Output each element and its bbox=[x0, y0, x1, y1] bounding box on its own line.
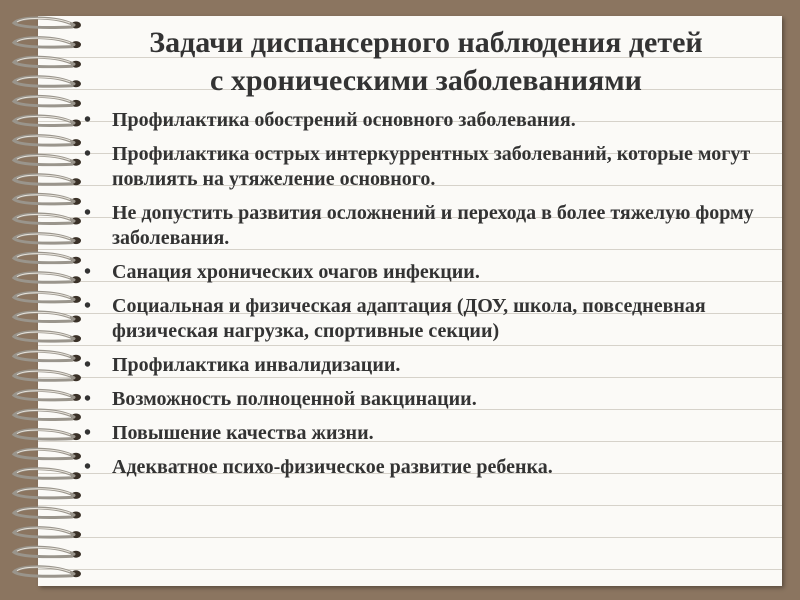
bullet-icon: • bbox=[84, 202, 92, 224]
list-item bbox=[76, 260, 776, 285]
spiral-ring bbox=[14, 390, 81, 401]
bullet-icon: • bbox=[84, 388, 92, 410]
bullet-icon: • bbox=[84, 295, 92, 317]
spiral-ring bbox=[14, 234, 81, 245]
spiral-ring bbox=[14, 155, 81, 166]
slide-content bbox=[76, 24, 776, 489]
spiral-ring bbox=[14, 194, 81, 205]
spiral-ring bbox=[14, 547, 81, 558]
spiral-ring bbox=[14, 175, 81, 186]
spiral-ring bbox=[14, 96, 81, 107]
list-item-text: Социальная и физическая адаптация (ДОУ, школа, повседневная физическая нагрузка, спортивные секции) bbox=[112, 295, 706, 342]
spiral-ring bbox=[14, 18, 81, 29]
list-item-text: Не допустить развития осложнений и перехода в более тяжелую форму заболевания. bbox=[112, 202, 754, 249]
list-item-text: Профилактика инвалидизации. bbox=[112, 354, 401, 376]
bullet-icon: • bbox=[84, 422, 92, 444]
spiral-ring bbox=[14, 332, 81, 343]
spiral-ring bbox=[14, 273, 81, 284]
spiral-ring bbox=[14, 57, 81, 68]
title-line-2: с хроническими заболеваниями bbox=[210, 64, 642, 97]
list-item-text: Профилактика обострений основного заболевания. bbox=[112, 109, 576, 131]
spiral-ring bbox=[14, 371, 81, 382]
bullet-icon: • bbox=[84, 354, 92, 376]
spiral-ring bbox=[14, 38, 81, 49]
spiral-ring bbox=[14, 528, 81, 539]
spiral-ring bbox=[14, 449, 81, 460]
spiral-ring bbox=[14, 116, 81, 127]
list-item bbox=[76, 387, 776, 412]
bullet-icon: • bbox=[84, 143, 92, 165]
list-item-text: Возможность полноценной вакцинации. bbox=[112, 388, 477, 410]
list-item bbox=[76, 294, 776, 344]
spiral-ring bbox=[14, 508, 81, 519]
spiral-ring bbox=[14, 469, 81, 480]
list-item bbox=[76, 142, 776, 192]
spiral-ring bbox=[14, 136, 81, 147]
bullet-icon: • bbox=[84, 261, 92, 283]
title-line-1: Задачи диспансерного наблюдения детей bbox=[149, 26, 703, 59]
spiral-ring bbox=[14, 253, 81, 264]
spiral-ring bbox=[14, 351, 81, 362]
list-item-text: Санация хронических очагов инфекции. bbox=[112, 261, 480, 283]
bullet-icon: • bbox=[84, 109, 92, 131]
list-item bbox=[76, 353, 776, 378]
spiral-ring bbox=[14, 488, 81, 499]
spiral-ring bbox=[14, 410, 81, 421]
list-item-text: Повышение качества жизни. bbox=[112, 422, 374, 444]
list-item bbox=[76, 455, 776, 480]
spiral-ring bbox=[14, 77, 81, 88]
task-list bbox=[76, 108, 776, 480]
list-item-text: Адекватное психо-физическое развитие ребенка. bbox=[112, 456, 553, 478]
slide-title bbox=[76, 24, 776, 100]
spiral-ring bbox=[14, 214, 81, 225]
spiral-ring bbox=[14, 430, 81, 441]
spiral-ring bbox=[14, 292, 81, 303]
list-item-text: Профилактика острых интеркуррентных заболеваний, которые могут повлиять на утяжеление основного. bbox=[112, 143, 751, 190]
list-item bbox=[76, 421, 776, 446]
spiral-ring bbox=[14, 567, 81, 578]
spiral-ring bbox=[14, 312, 81, 323]
list-item bbox=[76, 201, 776, 251]
bullet-icon: • bbox=[84, 456, 92, 478]
list-item bbox=[76, 108, 776, 133]
